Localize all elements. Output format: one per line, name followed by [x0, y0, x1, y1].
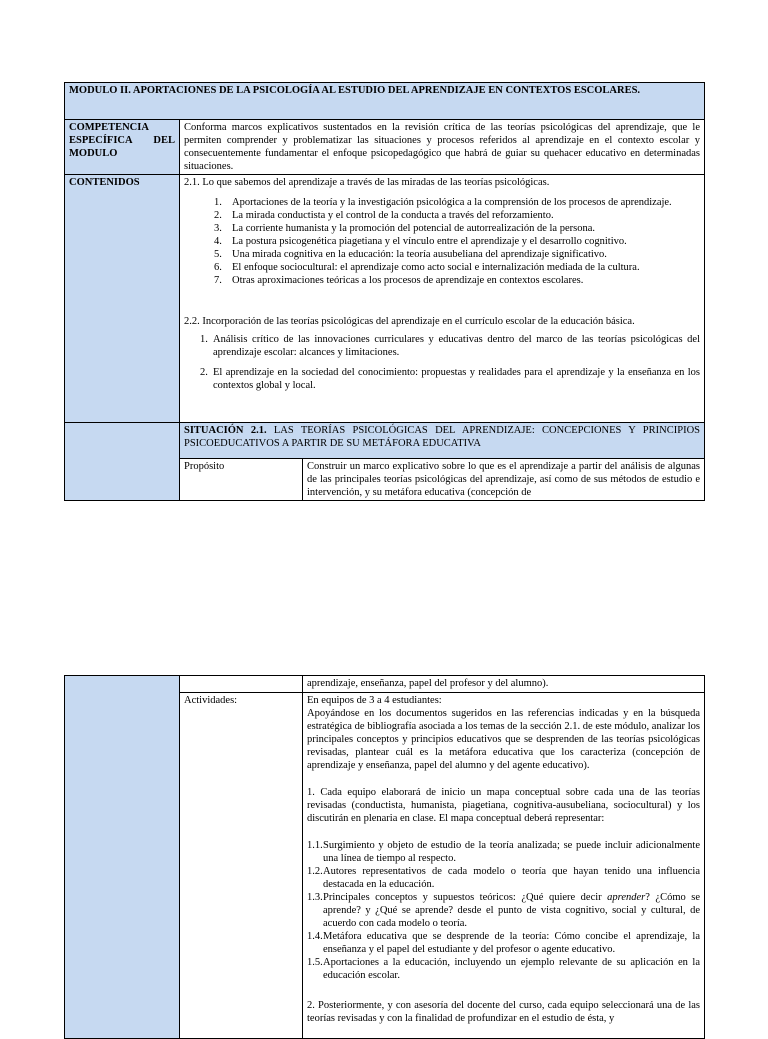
list-text: Aportaciones a la educación, incluyendo un ejemplo relevante de su aplicación en la educación escolar.	[323, 956, 700, 981]
actividades-label: Actividades:	[180, 692, 303, 1038]
situacion-side	[65, 423, 180, 501]
activities-table	[64, 675, 705, 1039]
list-number: 1.3.	[307, 891, 323, 903]
equipos-text: En equipos de 3 a 4 estudiantes:	[307, 694, 442, 706]
list-number: 1.1.	[307, 839, 323, 851]
list-text: Autores representativos de cada modelo o teoría que hayan tenido una influencia destacada en la educación.	[323, 865, 700, 890]
list-number: 2.	[214, 210, 222, 221]
list-text	[323, 891, 700, 930]
list-number: 3.	[214, 223, 222, 234]
contenidos-label: CONTENIDOS	[65, 175, 180, 423]
list-number: 2.	[200, 367, 208, 378]
list-number: 7.	[214, 275, 222, 286]
list-item	[214, 222, 700, 235]
list-item	[200, 333, 700, 359]
list-text: El aprendizaje en la sociedad del conocimiento: propuestas y realidades para el aprendizaje y la enseñanza en los contextos global y local.	[213, 367, 700, 391]
proposito-cont-label	[180, 676, 303, 693]
list-number: 5.	[214, 249, 222, 260]
list-text: La corriente humanista y la promoción del potencial de autorrealización de la persona.	[232, 223, 595, 234]
actividades-cell	[303, 692, 705, 1038]
section1-list	[214, 196, 700, 287]
competencia-label: COMPETENCIA ESPECÍFICA DEL MODULO	[65, 120, 180, 175]
competencia-text: Conforma marcos explicativos sustentados en la revisión crítica de las teorías psicológicas del aprendizaje, que le permiten comprender y problematizar las situaciones y procesos referidos al aprendizaje en el contexto escolar y consecuentemente fundamentar el enfoque psicopedagógico que habrá de guiar su quehacer educativo en determinadas situaciones.	[180, 120, 705, 175]
step1-text: 1. Cada equipo elaborará de inicio un mapa conceptual sobre cada una de las teorías revisadas (conductista, humanista, piagetiana, cognitiva-ausubeliana, sociocultural) y los discutirán en plenaria en clase. El mapa conceptual deberá representar:	[307, 786, 700, 824]
proposito-label: Propósito	[180, 459, 303, 501]
step2-text: 2. Posteriormente, y con asesoría del docente del curso, cada equipo seleccionará una de las teorías revisadas y con la finalidad de profundizar en el estudio de ésta, y	[307, 999, 700, 1024]
section2-list	[200, 333, 700, 392]
list-number: 1.5.	[307, 956, 323, 968]
list-number: 1.	[200, 334, 208, 345]
list-item	[307, 891, 700, 930]
list-number: 6.	[214, 262, 222, 273]
module-table	[64, 82, 705, 501]
list-item	[214, 274, 700, 287]
list-number: 4.	[214, 236, 222, 247]
situacion-text: LAS TEORÍAS PSICOLÓGICAS DEL APRENDIZAJE: CONCEPCIONES Y PRINCIPIOS PSICOEDUCATIVOS A PARTIR DE SU METÁFORA EDUCATIVA	[184, 425, 700, 449]
situacion-heading	[180, 423, 705, 459]
list-item	[214, 196, 700, 209]
list-number: 1.	[214, 197, 222, 208]
list-text-pre: Principales conceptos y supuestos teóricos: ¿Qué quiere decir	[323, 891, 608, 903]
list-item	[307, 930, 700, 956]
section2-title: 2.2. Incorporación de las teorías psicológicas del aprendizaje en el currículo escolar de la educación básica.	[184, 316, 635, 327]
proposito-text: Construir un marco explicativo sobre lo que es el aprendizaje a partir del análisis de algunas de las principales teorías psicológicas del aprendizaje, así como de sus métodos de estudio e intervención, y su metáfora educativa (concepción de	[303, 459, 705, 501]
contenidos-cell	[180, 175, 705, 423]
list-item	[307, 956, 700, 982]
list-text: La mirada conductista y el control de la conducta a través del reforzamiento.	[232, 210, 554, 221]
list-text: Aportaciones de la teoría y la investigación psicológica a la comprensión de los procesos de aprendizaje.	[232, 197, 672, 208]
list-item	[307, 839, 700, 865]
list-item	[214, 209, 700, 222]
list-number: 1.4.	[307, 930, 323, 942]
list-text: La postura psicogenética piagetiana y el vínculo entre el aprendizaje y el desarrollo cognitivo.	[232, 236, 627, 247]
list-item	[200, 366, 700, 392]
list-text: Surgimiento y objeto de estudio de la teoría analizada; se puede incluir adicionalmente una línea de tiempo al respecto.	[323, 839, 700, 864]
list-item	[214, 261, 700, 274]
list-number: 1.2.	[307, 865, 323, 877]
list-text: El enfoque sociocultural: el aprendizaje como acto social e internalización mediada de la cultura.	[232, 262, 640, 273]
list-item	[214, 248, 700, 261]
section1-title: 2.1. Lo que sabemos del aprendizaje a través de las miradas de las teorías psicológicas.	[184, 177, 550, 188]
intro-text: Apoyándose en los documentos sugeridos en las referencias indicadas y en la búsqueda estratégica de bibliografía asociada a los temas de la sección 2.1. de este módulo, analizar los principales conceptos y principios educativos que se desprenden de las teorías psicológicas revisadas, plantear cuál es la metáfora educativa que los caracteriza (concepción de aprendizaje y enseñanza, papel del alumno y del agente educativo).	[307, 707, 700, 771]
list-text: Otras aproximaciones teóricas a los procesos de aprendizaje en contextos escolares.	[232, 275, 584, 286]
list-item	[214, 235, 700, 248]
step1-sublist	[307, 839, 700, 982]
proposito-cont: aprendizaje, enseñanza, papel del profesor y del alumno).	[303, 676, 705, 693]
list-text: Análisis crítico de las innovaciones curriculares y educativas dentro del marco de las teorías psicológicas del aprendizaje escolar: alcances y limitaciones.	[213, 334, 700, 358]
module-title: MODULO II. APORTACIONES DE LA PSICOLOGÍA AL ESTUDIO DEL APRENDIZAJE EN CONTEXTOS ESCOLARES.	[65, 83, 705, 120]
list-text-emphasis: aprender	[607, 891, 646, 903]
list-item	[307, 865, 700, 891]
list-text: Metáfora educativa que se desprende de la teoría: Cómo concibe el aprendizaje, la enseñanza y el papel del estudiante y del profesor o agente educativo.	[323, 930, 700, 955]
list-text-post: ? ¿Cómo se aprende? y ¿Qué se aprende? desde el punto de vista cognitivo, social y cultural, de acuerdo con cada modelo o teoría.	[323, 891, 700, 929]
situacion-label: SITUACIÓN 2.1.	[184, 425, 267, 436]
list-text: Una mirada cognitiva en la educación: la teoría ausubeliana del aprendizaje significativo.	[232, 249, 607, 260]
activities-side	[65, 676, 180, 1039]
